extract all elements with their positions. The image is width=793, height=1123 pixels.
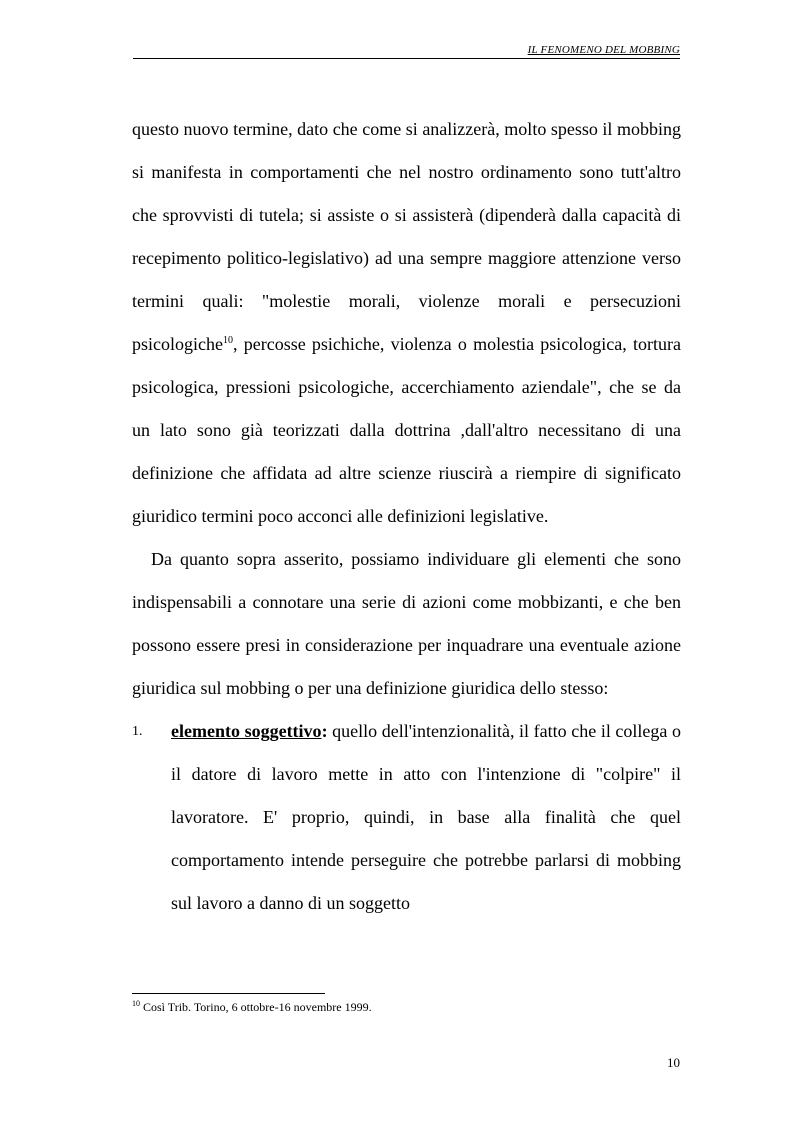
footnote [132,1000,372,1015]
paragraph [132,108,681,538]
body-text [132,108,681,925]
list-term-colon: : [321,721,328,741]
paragraph-text: questo nuovo termine, dato che come si analizzerà, molto spesso il mobbing si manifesta in comportamenti che nel nostro ordinamento sono tutt'altro che sprovvisti di tutela; si assiste o si assisterà (dipenderà dalla capacità di recepimento politico-legislativo) ad una sempre maggiore attenzione verso termini quali: "molestie morali, violenze morali e persecuzioni psicologiche [132,119,681,354]
list-text: quello dell'intenzionalità, il fatto che il collega o il datore di lavoro mette in atto con l'intenzione di "colpire" il lavoratore. E' proprio, quindi, in base alla finalità che quel comportamento intende perseguire che potrebbe parlarsi di mobbing sul lavoro a danno di un soggetto [171,721,681,913]
running-header: IL FENOMENO DEL MOBBING [527,44,680,56]
page-number: 10 [667,1055,680,1070]
footnote-reference[interactable]: 10 [222,335,233,346]
list-item [132,710,681,925]
paragraph: Da quanto sopra asserito, possiamo individuare gli elementi che sono indispensabili a connotare una serie di azioni come mobbizanti, e che ben possono essere presi in considerazione per inquadrare una eventuale azione giuridica sul mobbing o per una definizione giuridica dello stesso: [132,549,681,698]
footnote-rule [132,993,325,994]
list-number: 1. [132,724,143,739]
paragraph-text: , percosse psichiche, violenza o molestia psicologica, tortura psicologica, pressioni psicologiche, accerchiamento aziendale", che se da un lato sono già teorizzati dalla dottrina ,dall'altro necessitano di una definizione che affidata ad altre scienze riuscirà a riempire di significato giuridico termini poco acconci alle definizioni legislative. [132,334,681,526]
footnote-number: 10 [132,999,140,1008]
header-rule [133,58,680,59]
list-term: elemento soggettivo [171,721,322,741]
footnote-text: Così Trib. Torino, 6 ottobre-16 novembre 1999. [140,1000,372,1014]
